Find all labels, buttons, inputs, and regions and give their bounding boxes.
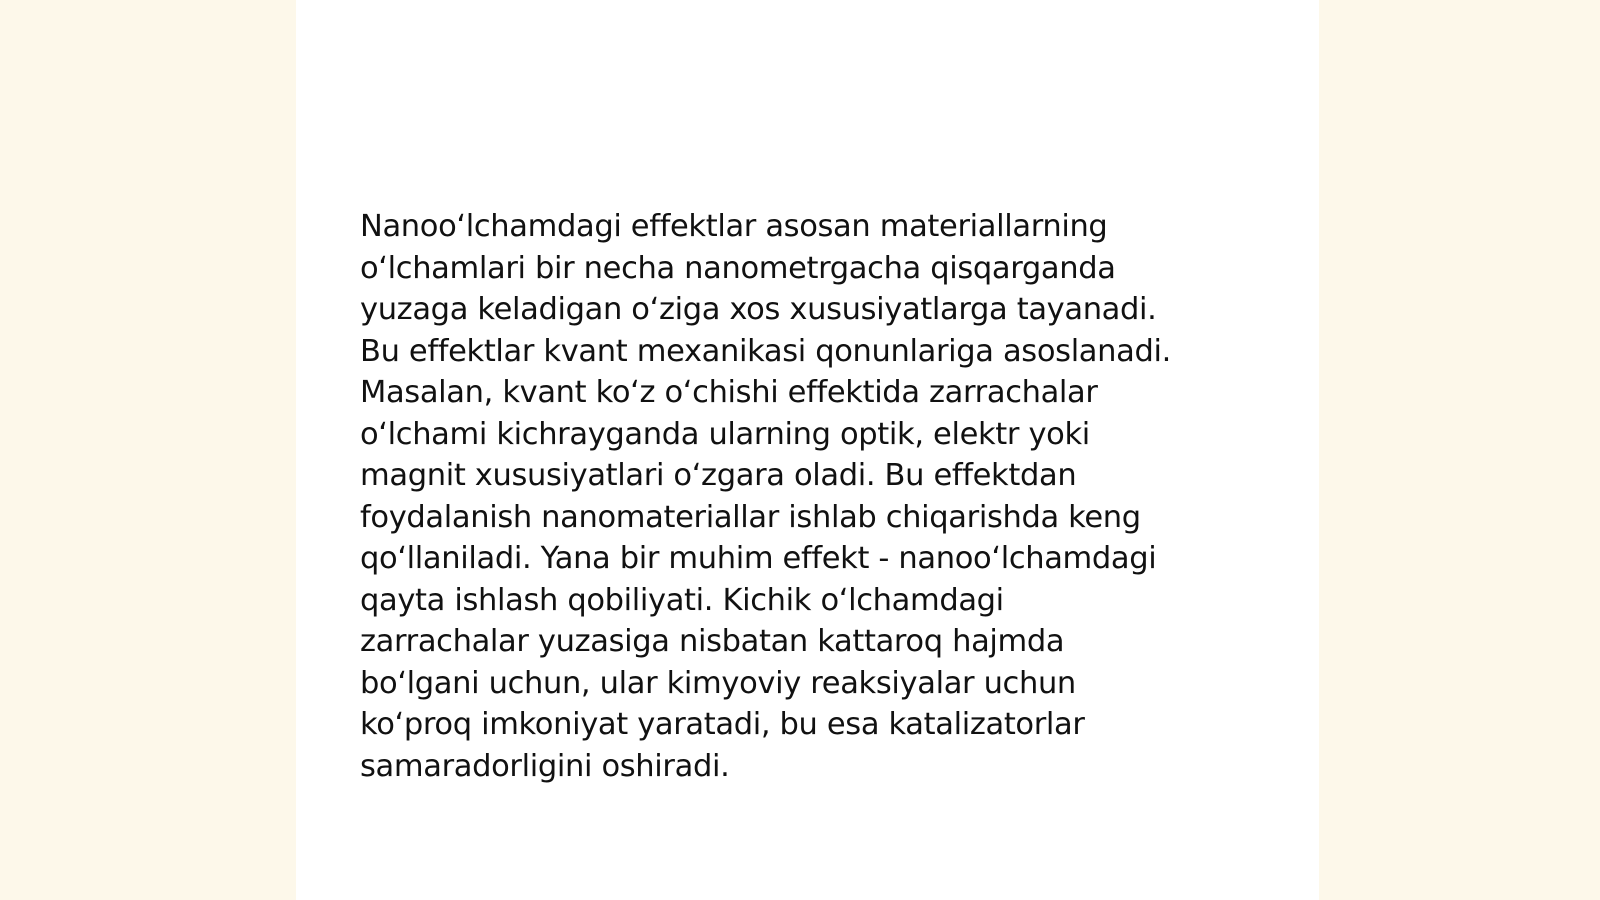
paragraph-line: Masalan, kvant koʻz oʻchishi effektida zarrachalar: [360, 375, 1098, 410]
paragraph-line: foydalanish nanomateriallar ishlab chiqarishda keng: [360, 499, 1141, 535]
paragraph-line: oʻlchami kichrayganda ularning optik, elektr yoki: [360, 416, 1090, 452]
paragraph-line: qayta ishlash qobiliyati. Kichik oʻlchamdagi: [360, 582, 1004, 618]
paragraph-line: koʻproq imkoniyat yaratadi, bu esa katalizatorlar: [360, 707, 1085, 742]
paragraph-line: qoʻllaniladi. Yana bir muhim effekt - nanooʻlchamdagi: [360, 541, 1157, 576]
paragraph-line: zarrachalar yuzasiga nisbatan kattaroq hajmda: [360, 624, 1065, 659]
paragraph-line: Bu effektlar kvant mexanikasi qonunlariga asoslanadi.: [360, 333, 1171, 369]
paragraph-line: Nanooʻlchamdagi effektlar asosan materiallarning: [360, 209, 1108, 244]
paragraph-line: yuzaga keladigan oʻziga xos xususiyatlarga tayanadi.: [360, 292, 1157, 327]
paragraph-line: samaradorligini oshiradi.: [360, 748, 730, 784]
paragraph-line: oʻlchamlari bir necha nanometrgacha qisqarganda: [360, 250, 1116, 286]
document-page: [296, 0, 1319, 900]
paragraph-line: magnit xususiyatlari oʻzgara oladi. Bu effektdan: [360, 458, 1077, 493]
paragraph-line: boʻlgani uchun, ular kimyoviy reaksiyalar uchun: [360, 665, 1076, 701]
body-paragraph: [360, 206, 1260, 787]
